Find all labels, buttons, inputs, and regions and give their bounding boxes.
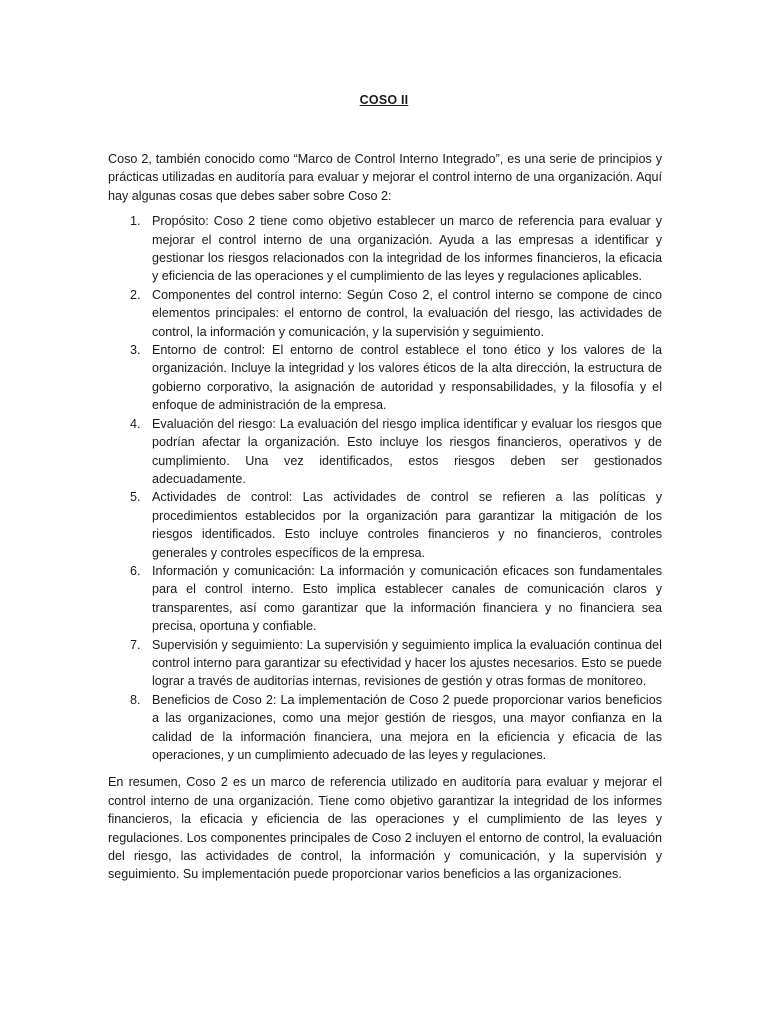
list-item-text: Actividades de control: Las actividades de control se refieren a las políticas y procedimientos establecidos por la organización para garantizar la mitigación de los riesgos identificados. Esto incluye controles financieros y no financieros, controles generales y controles específicos de la empresa.: [152, 490, 662, 560]
list-item-text: Beneficios de Coso 2: La implementación de Coso 2 puede proporcionar varios beneficios a las organizaciones, como una mejor gestión de riesgos, una mayor confianza en la calidad de la información financiera, una mejora en la eficiencia y eficacia de las operaciones, y un cumplimiento adecuado de las leyes y regulaciones.: [152, 692, 662, 762]
list-item-number: 1.: [130, 214, 141, 229]
list-item-text: Evaluación del riesgo: La evaluación del riesgo implica identificar y evaluar los riesgos que podrían afectar la organización. Esto incluye los riesgos financieros, operativos y de cumplimiento. Una vez identificados, estos riesgos deben ser gestionados adecuadamente.: [152, 416, 662, 486]
list-item-number: 2.: [130, 287, 141, 302]
list-item: [108, 212, 662, 286]
list-item: [108, 341, 662, 415]
list-item-number: 7.: [130, 637, 141, 652]
list-item-text: Propósito: Coso 2 tiene como objetivo establecer un marco de referencia para evaluar y mejorar el control interno de una organización. Ayuda a las empresas a identificar y gestionar los riesgos relacionados con la integridad de los informes financieros, la eficacia y eficiencia de las operaciones y el cumplimiento de las leyes y regulaciones aplicables.: [152, 214, 662, 284]
document-title: COSO II: [359, 93, 409, 107]
list-item: [108, 636, 662, 691]
list-item-number: 6.: [130, 563, 141, 578]
list-item: [108, 286, 662, 341]
list-item: [108, 488, 662, 562]
list-item: [108, 415, 662, 489]
list-item-text: Entorno de control: El entorno de control establece el tono ético y los valores de la organización. Incluye la integridad y los valores éticos de la alta dirección, la estructura de gobierno corporativo, la asignación de autoridad y responsabilidades, y la filosofía y el enfoque de administración de la empresa.: [152, 343, 662, 413]
list-item-text: Información y comunicación: La información y comunicación eficaces son fundamentales para el control interno. Esto implica establecer canales de comunicación claros y transparentes, así como garantizar que la información financiera y no financiera sea precisa, oportuna y confiable.: [152, 563, 662, 634]
list-item-number: 8.: [130, 692, 141, 707]
list-item-number: 4.: [130, 416, 141, 431]
list-item-text: Componentes del control interno: Según Coso 2, el control interno se compone de cinco elementos principales: el entorno de control, la evaluación del riesgo, las actividades de control, la información y comunicación, y la supervisión y seguimiento.: [152, 287, 662, 339]
list-item-number: 5.: [130, 490, 141, 505]
list-item: [108, 691, 662, 765]
summary-paragraph: En resumen, Coso 2 es un marco de referencia utilizado en auditoría para evaluar y mejorar el control interno de una organización. Tiene como objetivo garantizar la integridad de los informes financieros, la eficacia y eficiencia de las operaciones y el cumplimiento de las leyes y regulaciones. Los componentes principales de Coso 2 incluyen el entorno de control, la evaluación del riesgo, las actividades de control, la información y comunicación, y la supervisión y seguimiento. Su implementación puede proporcionar varios beneficios a las organizaciones.: [108, 775, 662, 882]
list-item: [108, 562, 662, 636]
numbered-list: [108, 212, 662, 764]
list-item-number: 3.: [130, 343, 141, 358]
document-body: [108, 150, 662, 884]
list-item-text: Supervisión y seguimiento: La supervisión y seguimiento implica la evaluación continua del control interno para garantizar su efectividad y hacer los ajustes necesarios. Esto se puede lograr a través de auditorías internas, revisiones de gestión y otras formas de monitoreo.: [152, 637, 662, 689]
intro-paragraph: Coso 2, también conocido como “Marco de Control Interno Integrado”, es una serie de principios y prácticas utilizadas en auditoría para evaluar y mejorar el control interno de una organización. Aquí hay algunas cosas que debes saber sobre Coso 2:: [108, 152, 662, 203]
